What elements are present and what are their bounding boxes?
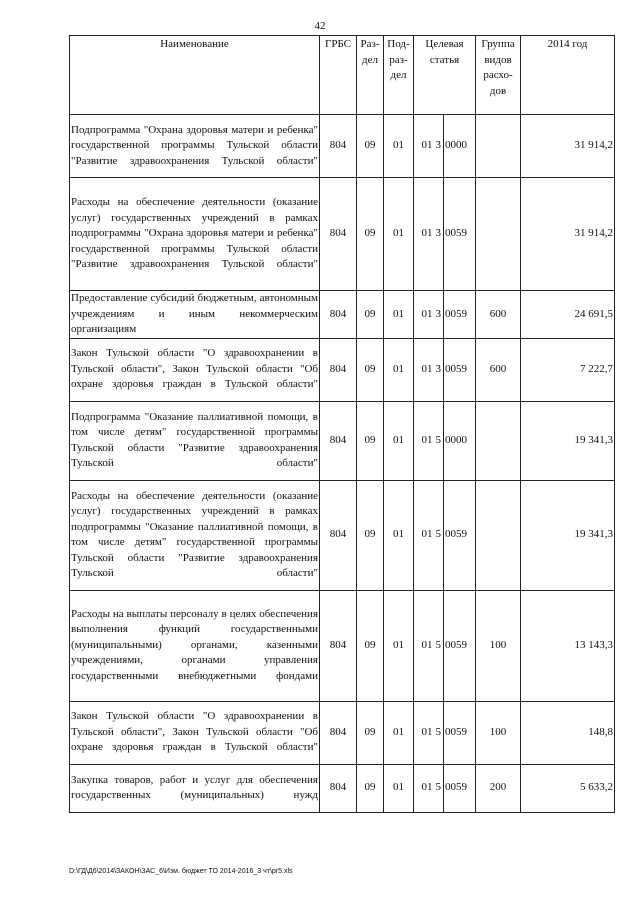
header-podrazdel: Под- раз- дел (384, 36, 414, 115)
header-year: 2014 год (521, 36, 615, 115)
table-row (70, 115, 615, 178)
row-target-article-subprogram-cell: 3 (434, 291, 444, 339)
row-amount-cell: 19 341,3 (521, 401, 615, 480)
row-target-article-program-cell: 01 (414, 701, 434, 764)
row-razdel-cell: 09 (357, 764, 384, 812)
row-grbs-cell: 804 (320, 401, 357, 480)
row-podrazdel-cell: 01 (384, 115, 414, 178)
row-target-article-subprogram-cell: 5 (434, 590, 444, 701)
row-target-article-program-cell: 01 (414, 590, 434, 701)
row-target-article-code-cell: 0059 (444, 701, 476, 764)
row-expense-group-cell: 200 (476, 764, 521, 812)
table-row (70, 764, 615, 812)
row-grbs-cell: 804 (320, 115, 357, 178)
row-razdel-cell: 09 (357, 590, 384, 701)
row-expense-group-cell (476, 115, 521, 178)
row-razdel-cell: 09 (357, 338, 384, 401)
row-target-article-code-cell: 0000 (444, 115, 476, 178)
table-row (70, 401, 615, 480)
row-grbs-cell: 804 (320, 764, 357, 812)
row-amount-cell: 148,8 (521, 701, 615, 764)
row-expense-group-cell (476, 178, 521, 291)
row-target-article-program-cell: 01 (414, 764, 434, 812)
row-razdel-cell: 09 (357, 178, 384, 291)
row-target-article-code-cell: 0059 (444, 590, 476, 701)
row-name-cell: Предоставление субсидий бюджетным, автономным учреждениям и иным некоммерческим организациям (70, 291, 320, 339)
row-name-cell: Расходы на обеспечение деятельности (оказание услуг) государственных учреждений в рамках подпрограммы "Охрана здоровья матери и ребенка" государственной программы Тульской области "Развитие здравоохранения Тульской области" (70, 178, 320, 291)
file-path-footer: D:\ГД\Д6\2014\ЗАКОН\ЗАС_6\Изм. бюджет ТО 2014-2016_3 чт\pr5.xls (69, 868, 293, 875)
row-amount-cell: 13 143,3 (521, 590, 615, 701)
table-row (70, 590, 615, 701)
row-target-article-code-cell: 0059 (444, 764, 476, 812)
row-grbs-cell: 804 (320, 480, 357, 590)
row-expense-group-cell (476, 401, 521, 480)
budget-table (69, 35, 615, 813)
header-row (70, 36, 615, 115)
row-podrazdel-cell: 01 (384, 178, 414, 291)
row-podrazdel-cell: 01 (384, 590, 414, 701)
row-target-article-program-cell: 01 (414, 115, 434, 178)
row-razdel-cell: 09 (357, 401, 384, 480)
row-target-article-code-cell: 0059 (444, 338, 476, 401)
row-target-article-code-cell: 0059 (444, 291, 476, 339)
row-amount-cell: 19 341,3 (521, 480, 615, 590)
row-podrazdel-cell: 01 (384, 480, 414, 590)
row-target-article-subprogram-cell: 3 (434, 338, 444, 401)
row-target-article-program-cell: 01 (414, 338, 434, 401)
row-razdel-cell: 09 (357, 291, 384, 339)
header-target-article: Целевая статья (414, 36, 476, 115)
row-expense-group-cell: 100 (476, 701, 521, 764)
row-grbs-cell: 804 (320, 701, 357, 764)
row-grbs-cell: 804 (320, 178, 357, 291)
table-row (70, 338, 615, 401)
row-expense-group-cell: 100 (476, 590, 521, 701)
row-podrazdel-cell: 01 (384, 701, 414, 764)
row-target-article-program-cell: 01 (414, 178, 434, 291)
row-target-article-program-cell: 01 (414, 480, 434, 590)
row-podrazdel-cell: 01 (384, 764, 414, 812)
row-target-article-subprogram-cell: 3 (434, 115, 444, 178)
row-target-article-subprogram-cell: 5 (434, 401, 444, 480)
row-name-cell: Расходы на выплаты персоналу в целях обеспечения выполнения функций государственными (муниципальными) органами, казенными учреждениями, органами управления государственными внебюджетными фондами (70, 590, 320, 701)
header-name: Наименование (70, 36, 320, 115)
row-razdel-cell: 09 (357, 480, 384, 590)
row-name-cell: Подпрограмма "Охрана здоровья матери и ребенка" государственной программы Тульской области "Развитие здравоохранения Тульской области" (70, 115, 320, 178)
header-expense-group: Группа видов расхо- дов (476, 36, 521, 115)
header-grbs: ГРБС (320, 36, 357, 115)
row-target-article-subprogram-cell: 5 (434, 480, 444, 590)
page-number: 42 (314, 20, 326, 32)
row-podrazdel-cell: 01 (384, 291, 414, 339)
row-amount-cell: 7 222,7 (521, 338, 615, 401)
row-amount-cell: 24 691,5 (521, 291, 615, 339)
row-target-article-subprogram-cell: 3 (434, 178, 444, 291)
row-target-article-program-cell: 01 (414, 291, 434, 339)
row-grbs-cell: 804 (320, 590, 357, 701)
row-amount-cell: 5 633,2 (521, 764, 615, 812)
row-target-article-subprogram-cell: 5 (434, 701, 444, 764)
row-podrazdel-cell: 01 (384, 338, 414, 401)
row-target-article-code-cell: 0059 (444, 178, 476, 291)
row-target-article-code-cell: 0059 (444, 480, 476, 590)
row-target-article-program-cell: 01 (414, 401, 434, 480)
table-row (70, 291, 615, 339)
row-target-article-code-cell: 0000 (444, 401, 476, 480)
row-expense-group-cell (476, 480, 521, 590)
row-amount-cell: 31 914,2 (521, 178, 615, 291)
row-name-cell: Подпрограмма "Оказание паллиативной помощи, в том числе детям" государственной программы Тульской области "Развитие здравоохранения Тульской области" (70, 401, 320, 480)
row-name-cell: Закон Тульской области "О здравоохранении в Тульской области", Закон Тульской области "Об охране здоровья граждан в Тульской области" (70, 701, 320, 764)
row-expense-group-cell: 600 (476, 338, 521, 401)
row-razdel-cell: 09 (357, 701, 384, 764)
table-row (70, 480, 615, 590)
row-expense-group-cell: 600 (476, 291, 521, 339)
table-row (70, 178, 615, 291)
row-razdel-cell: 09 (357, 115, 384, 178)
row-podrazdel-cell: 01 (384, 401, 414, 480)
row-amount-cell: 31 914,2 (521, 115, 615, 178)
header-razdel: Раз- дел (357, 36, 384, 115)
row-name-cell: Расходы на обеспечение деятельности (оказание услуг) государственных учреждений в рамках подпрограммы "Оказание паллиативной помощи, в том числе детям" государственной программы Тульской области "Развитие здравоохранения Тульской области" (70, 480, 320, 590)
row-grbs-cell: 804 (320, 338, 357, 401)
row-target-article-subprogram-cell: 5 (434, 764, 444, 812)
row-name-cell: Закон Тульской области "О здравоохранении в Тульской области", Закон Тульской области "Об охране здоровья граждан в Тульской области" (70, 338, 320, 401)
row-name-cell: Закупка товаров, работ и услуг для обеспечения государственных (муниципальных) нужд (70, 764, 320, 812)
row-grbs-cell: 804 (320, 291, 357, 339)
table-row (70, 701, 615, 764)
